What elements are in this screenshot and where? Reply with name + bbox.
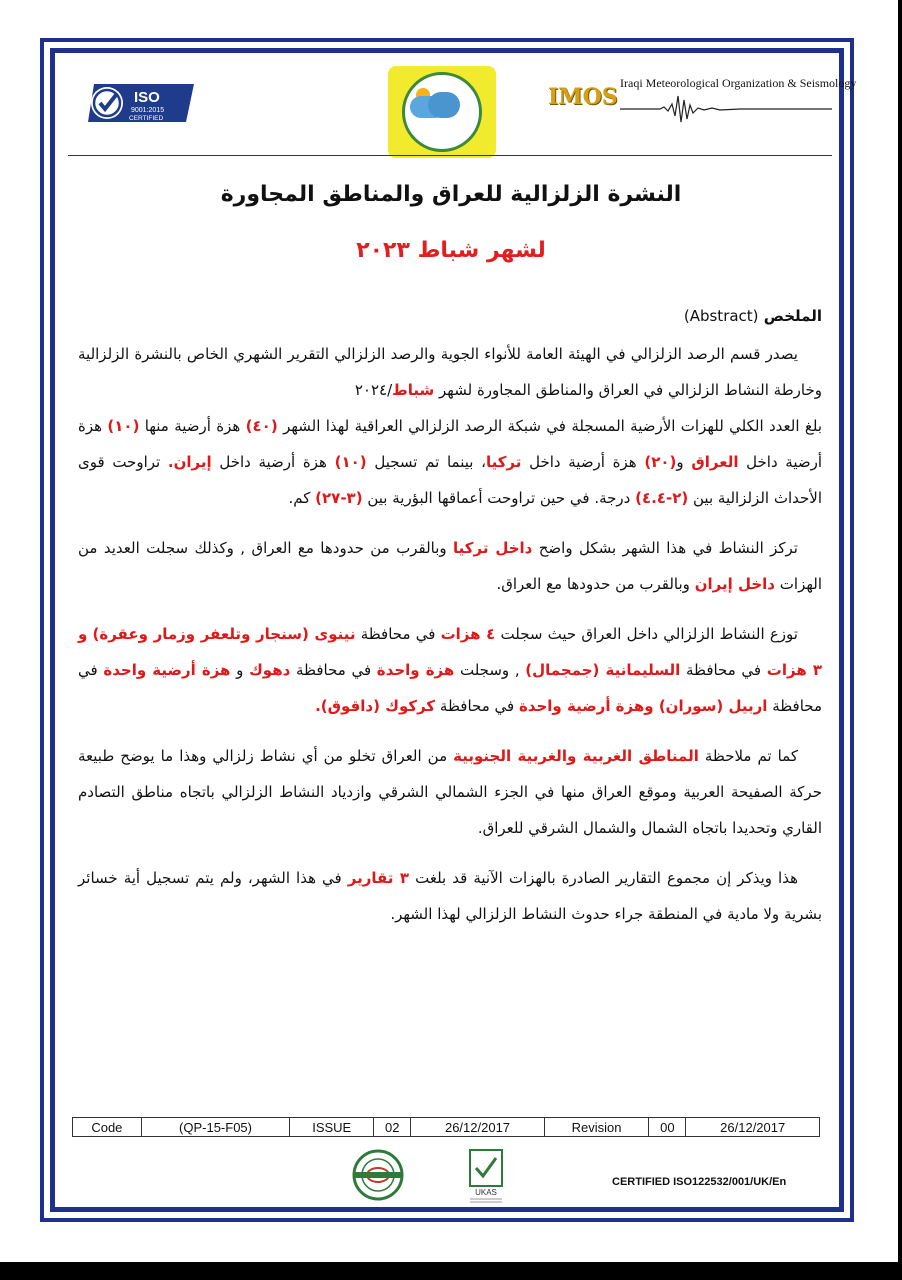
paragraph-counts (78, 408, 822, 516)
abstract-section (78, 298, 822, 932)
issue-label: ISSUE (290, 1118, 374, 1137)
reports-count: ٣ تقارير (347, 869, 410, 887)
bulletin-month: لشهر شباط ٢٠٢٣ (356, 238, 546, 263)
iraq-count: (١٠) (107, 417, 140, 435)
magnitude-range: (٢-٤.٤) (635, 489, 689, 507)
iso-status: CERTIFIED (129, 115, 164, 122)
dist-kirkuk: كركوك (داقوق). (315, 697, 436, 715)
counts-text: هزة أرضية داخل (78, 417, 823, 471)
abstract-heading (78, 298, 822, 334)
paragraph-tectonics (78, 738, 822, 846)
dist-count: و ٣ هزات (78, 625, 822, 679)
counts-text: هزة أرضية داخل (219, 453, 327, 471)
code-label: Code (73, 1118, 142, 1137)
turkey-label: تركيا (485, 453, 522, 471)
dist-text: في محافظة (439, 697, 515, 715)
dist-text: في محافظة (78, 661, 822, 715)
revision-date: 26/12/2017 (686, 1118, 820, 1137)
code-value: (QP-15-F05) (141, 1118, 290, 1137)
focus-turkey: داخل تركيا (453, 539, 533, 557)
imos-logo-text: IMOS (548, 84, 618, 110)
abstract-heading-en: (Abstract) (683, 307, 759, 325)
dist-duhok: دهوك (249, 661, 291, 679)
counts-text: هزة أرضية منها (144, 417, 241, 435)
cloud-icon-secondary (428, 92, 460, 118)
dist-nineveh: نينوى (سنجار وتلعفر وزمار وعقرة) (92, 625, 356, 643)
counts-text: درجة. في حين تراوحت أعماقها البؤرية بين (367, 489, 631, 507)
revision-value: 00 (649, 1118, 686, 1137)
turkey-count: (٢٠) (644, 453, 677, 471)
focus-text: وبالقرب من حدودها مع العراق , وكذلك سجلت العديد من الهزات (78, 539, 822, 593)
dist-text: في محافظة (685, 661, 762, 679)
meteorological-organization-emblem (388, 66, 496, 158)
ukas-label: UKAS (475, 1188, 497, 1197)
iran-label: إيران. (167, 453, 212, 471)
tectonics-text: من العراق تخلو من أي نشاط زلزالي وهذا ما يوضح طبيعة حركة الصفيحة العربية وموقع العراق منها في الجزء الشمالي الشرقي وازدياد النشاط الزلزالي باتجاه مناطق التصادم القاري وتحديدا باتجاه الشمال والشمال الشرقي للعراق. (78, 747, 822, 837)
reports-text: في هذا الشهر، ولم يتم تسجيل أية خسائر بشرية ولا مادية في المنطقة جراء حدوث النشاط الزلزالي لهذا الشهر. (78, 869, 822, 923)
counts-text: تراوحت قوى الأحداث الزلزالية بين (78, 453, 822, 507)
header-divider (68, 155, 832, 156)
organization-name-en: Iraqi Meteorological Organization & Seismology (620, 76, 857, 90)
certification-number: CERTIFIED ISO122532/001/UK/En (612, 1176, 787, 1188)
intro-month: شباط (392, 381, 435, 399)
iran-count: (١٠) (334, 453, 367, 471)
dist-sulaymaniyah: السليمانية (جمجمال) (525, 661, 681, 679)
focus-text: وبالقرب من حدودها مع العراق. (496, 575, 690, 593)
abstract-heading-ar: الملخص (763, 307, 822, 325)
reports-text: هذا ويذكر إن مجموع التقارير الصادرة بالهزات الآنية قد بلغت (415, 869, 798, 887)
dist-text: توزع النشاط الزلزالي داخل العراق حيث سجلت (500, 625, 798, 643)
counts-text: هزة أرضية داخل (529, 453, 637, 471)
paragraph-activity-focus (78, 530, 822, 602)
tectonics-text: كما تم ملاحظة (704, 747, 798, 765)
dist-text: في محافظة (295, 661, 372, 679)
dist-text: و (236, 661, 244, 679)
revision-label: Revision (544, 1118, 649, 1137)
dist-text: , وسجلت (459, 661, 520, 679)
paragraph-reports (78, 860, 822, 932)
dist-count: هزة واحدة (376, 661, 455, 679)
dist-count: هزة أرضية واحدة (103, 661, 231, 679)
paragraph-intro (78, 336, 822, 408)
intro-text: يصدر قسم الرصد الزلزالي في الهيئة العامة للأنواء الجوية والرصد الزلزالي التقرير الشهري الخاص بالنشرة الزلزالية وخارطة النشاط الزلزالي في العراق والمناطق المجاورة لشهر (78, 345, 822, 399)
dist-count: ٤ هزات (440, 625, 496, 643)
counts-text: ، بينما تم تسجيل (374, 453, 486, 471)
focus-text: تركز النشاط في هذا الشهر بشكل واضح (538, 539, 798, 557)
urs-certification-seal (344, 1148, 412, 1202)
counts-text: كم. (288, 489, 311, 507)
iso-certified-logo (86, 82, 198, 124)
bulletin-title: النشرة الزلزالية للعراق والمناطق المجاورة (220, 182, 682, 207)
dist-erbil: اربيل (سوران) وهزة أرضية واحدة (518, 697, 768, 715)
iso-title: ISO (134, 89, 160, 106)
iraq-label: العراق (691, 453, 739, 471)
document-control-table (72, 1117, 820, 1137)
intro-year: /٢٠٢٤ (354, 381, 393, 399)
depth-range: (٣-٢٧) (315, 489, 363, 507)
counts-text: بلغ العدد الكلي للهزات الأرضية المسجلة في شبكة الرصد الزلزالي العراقية لهذا الشهر (283, 417, 822, 435)
issue-date: 26/12/2017 (411, 1118, 545, 1137)
paragraph-distribution (78, 616, 822, 724)
issue-value: 02 (374, 1118, 411, 1137)
focus-iran: داخل إيران (694, 575, 775, 593)
ukas-certification-mark (462, 1148, 510, 1204)
tectonics-regions: المناطق الغربية والغربية الجنوبية (453, 747, 699, 765)
counts-text: و (676, 453, 684, 471)
dist-text: في محافظة (360, 625, 436, 643)
iso-standard: 9001:2015 (131, 107, 165, 114)
total-count: (٤٠) (245, 417, 278, 435)
seismograph-icon (620, 92, 832, 126)
